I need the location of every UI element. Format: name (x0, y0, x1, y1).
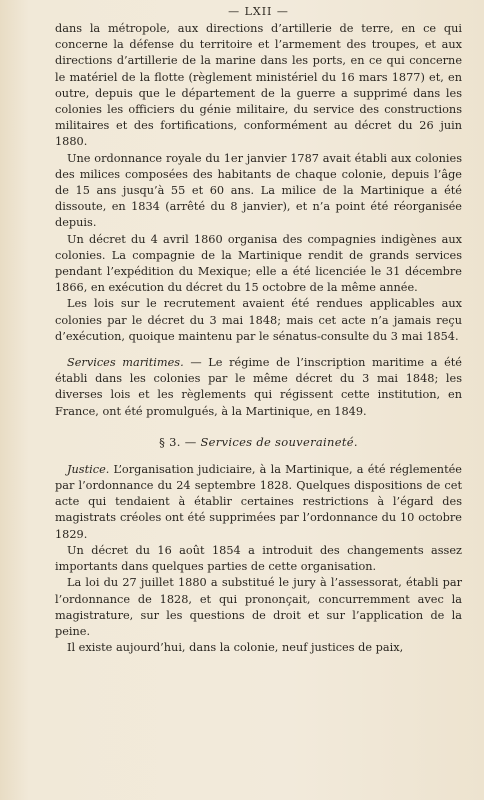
section-title: Services de souveraineté. (200, 434, 358, 449)
paragraph-6: La loi du 27 juillet 1880 a substitué le jury à l’assessorat, établi par l’ordonnance de 1828, et qui prononçait, concurremment avec la magistrature, sur les questions de droit et sur l’application de la peine. (55, 576, 462, 638)
maritime-lead: Services maritimes. (67, 356, 184, 370)
paragraph-justice (55, 462, 462, 543)
paragraph-2: Une ordonnance royale du 1er janvier 1787 avait établi aux colonies des milices composées des habitants de chaque colonie, depuis l’âge de 15 ans jusqu’à 55 et 60 ans. La milice de la Martinique a été dissoute, en 1834 (arrêté du 8 janvier), et n’a point été réorganisée depuis. (55, 151, 462, 230)
justice-lead: Justice. (67, 462, 110, 476)
paragraph-maritime (55, 355, 462, 420)
paragraph-7: Il existe aujourd’hui, dans la colonie, neuf justices de paix, (67, 641, 404, 655)
section-number: § 3. — (159, 434, 201, 449)
body-text-top (55, 21, 462, 345)
paragraph-4: Les lois sur le recrutement avaient été rendues applicables aux colonies par le décret du 3 mai 1848; mais cet acte n’a jamais reçu d’exécution, quoique maintenu par le sénatus-consulte du 3 mai 1854. (55, 297, 462, 343)
paragraph-5: Un décret du 16 août 1854 a introduit des changements assez importants dans quelques parties de cette organisation. (55, 543, 462, 574)
paragraph-3: Un décret du 4 avril 1860 organisa des compagnies indigènes aux colonies. La compagnie de la Martinique rendit de grands services pendant l’expédition du Mexique; elle a été licenciée le 31 décembre 1866, en exécution du décret du 15 octobre de la même année. (55, 232, 462, 295)
section-heading (55, 434, 462, 450)
page-number: — LXII — (228, 5, 289, 18)
justice-text: L’organisation judiciaire, à la Martinique, a été réglementée par l’ordonnance du 24 septembre 1828. Quelques dispositions de cet acte qui tendaient à établir certaines restrictions à l’égard des magistrats créoles ont été supprimées par l’ordonnance du 10 octobre 1829. (55, 462, 462, 541)
paragraph-1: dans la métropole, aux directions d’artillerie de terre, en ce qui concerne la défense du territoire et l’armement des troupes, et aux directions d’artillerie de la marine dans les ports, en ce qui concerne le matériel de la flotte (règlement ministériel du 16 mars 1877) et, en outre, depuis que le département de la guerre a supprimé dans les colonies les officiers du génie militaire, du service des constructions militaires et des fortifications, conformément au décret du 26 juin 1880. (55, 22, 462, 149)
maritime-text: — Le régime de l’inscription maritime a été établi dans les colonies par le même décret du 3 mai 1848; les diverses lois et les règlements qui régissent cette institution, en France, ont été promulgués, à la Martinique, en 1849. (55, 356, 462, 418)
body-text-bottom (55, 462, 462, 656)
maritime-section (55, 355, 462, 420)
